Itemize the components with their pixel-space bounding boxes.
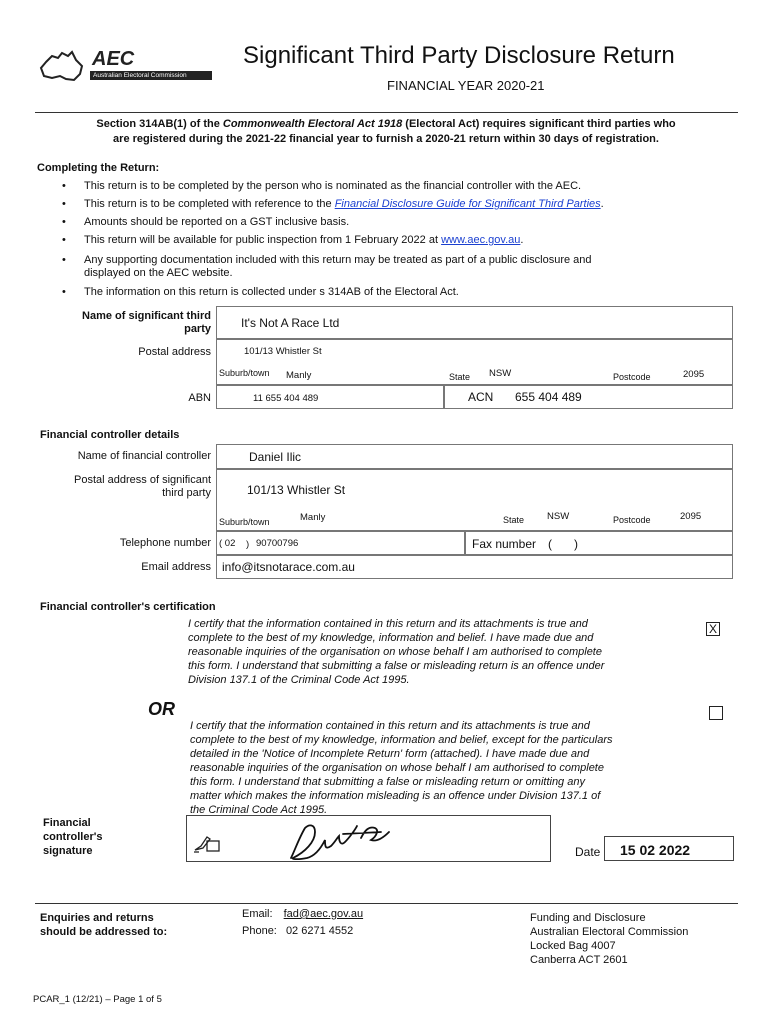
abn-label: ABN [188,392,211,404]
bullet-2: • This return is to be completed with reference to the Financial Disclosure Guide for Significant Third Parties. [62,198,604,210]
controller-suburb-label: Suburb/town [219,517,270,527]
controller-state-label: State [503,515,525,525]
handwritten-signature [285,820,405,862]
controller-postal-field[interactable] [216,469,733,531]
certification-option-1 [188,617,693,687]
date-field[interactable] [604,836,734,861]
acn-value: 655 404 489 [515,390,582,404]
cert1-line: I certify that the information contained in this return and its attachments is true and [188,618,588,630]
controller-postal-label-l1: Postal address of significant [74,474,211,486]
acn-field[interactable] [444,385,733,409]
contact-phone [242,924,353,938]
bullet-5-line2: displayed on the AEC website. [84,267,233,279]
abn-value: 11 655 404 489 [253,393,319,404]
controller-postal-label-l2: third party [162,487,211,499]
email-field[interactable] [216,555,733,579]
telephone-field[interactable] [216,531,465,555]
party-name-value: It's Not A Race Ltd [241,316,340,330]
signature-label-l3: signature [43,845,93,857]
bullet-4-text: This return will be available for public inspection from 1 February 2022 at [84,234,442,246]
aec-logo [38,46,213,86]
certification-2-checkbox[interactable] [709,706,723,720]
controller-postcode-label: Postcode [613,515,651,525]
signature-label [43,816,102,858]
telephone-close: ) [246,539,250,550]
completing-heading: Completing the Return: [37,162,160,174]
bullet-2-text: This return is to be completed with reference to the [84,198,335,210]
postcode-label: Postcode [613,372,651,382]
bullet-5-line1: Any supporting documentation included with this return may be treated as part of a public disclosure and [84,254,592,266]
sign-here-icon [193,834,223,854]
intro-part2: (Electoral Act) requires significant third parties who [402,118,676,130]
address-line: Locked Bag 4007 [530,940,616,952]
date-label: Date [575,845,601,859]
footer-divider [35,903,738,904]
date-value: 15 02 2022 [620,842,691,858]
postal-address-value: 101/13 Whistler St [244,346,322,357]
contact-email-link[interactable]: fad@aec.gov.au [283,908,364,920]
fax-field[interactable] [465,531,733,555]
page-subtitle: FINANCIAL YEAR 2020-21 [387,78,545,93]
contact-email-label: Email: [242,908,273,920]
telephone-open: ( 02 [219,538,236,549]
cert1-line: reasonable inquiries of the organisation on whose behalf I am authorised to complete [188,646,602,658]
enquiries-label-l1: Enquiries and returns [40,912,154,924]
cert1-line: complete to the best of my knowledge, information and belief. I have made due and [188,632,594,644]
header-divider [35,112,738,113]
suburb-value: Manly [286,370,312,381]
cert2-line: I certify that the information contained in this return and its attachments is true and [190,720,590,732]
controller-state-value: NSW [547,511,570,522]
bullet-1-text: This return is to be completed by the person who is nominated as the financial controller with the AEC. [84,180,582,192]
postal-address-field[interactable] [216,339,733,385]
or-separator: OR [148,699,175,719]
controller-name-label: Name of financial controller [77,450,211,462]
contact-phone-value: 02 6271 4552 [285,925,354,937]
controller-heading: Financial controller details [40,429,180,441]
bullet-1: • This return is to be completed by the person who is nominated as the financial controller with the AEC. [62,180,582,192]
bullet-2-end: . [600,198,604,210]
enquiries-label-l2: should be addressed to: [40,926,168,938]
bullet-4-end: . [520,234,524,246]
acn-label: ACN [468,390,494,404]
postal-contact [530,911,688,967]
cert2-line: matter which makes the information misleading is an offence under Division 137.1 of [190,790,601,802]
cert2-line: reasonable inquiries of the organisation on whose behalf I am authorised to complete [190,762,604,774]
cert2-line: the Criminal Code Act 1995. [190,804,328,816]
bullet-3: • Amounts should be reported on a GST inclusive basis. [62,216,350,228]
email-label: Email address [141,561,211,573]
aec-website-link[interactable]: www.aec.gov.au [441,234,521,246]
australia-map-icon [38,50,86,84]
contact-phone-label: Phone: [242,925,277,937]
fax-open: ( [548,537,552,551]
signature-label-l2: controller's [43,831,103,843]
controller-suburb-value: Manly [300,512,326,523]
postal-label: Postal address [138,346,211,358]
bullet-3-text: Amounts should be reported on a GST inclusive basis. [84,216,350,228]
state-label: State [449,372,471,382]
bullet-5: • Any supporting documentation included with this return may be treated as part of a public disclosure and displayed on the AEC website. [62,254,592,279]
party-name-label [40,310,211,336]
page-title: Significant Third Party Disclosure Return [243,42,675,69]
bullet-6: • The information on this return is collected under s 314AB of the Electoral Act. [62,286,459,298]
intro-act: Commonwealth Electoral Act 1918 [222,118,403,130]
suburb-label: Suburb/town [219,368,270,378]
controller-postcode-value: 2095 [680,511,702,522]
cert2-line: detailed in the 'Notice of Incomplete Return' form (attached). I have made due and [190,748,590,760]
bullet-6-text: The information on this return is collected under s 314AB of the Electoral Act. [84,286,459,298]
enquiries-label [40,911,167,939]
signature-label-l1: Financial [43,817,91,829]
cert2-line: this form. I understand that submitting a false or misleading return or omitting any [190,776,585,788]
certification-heading: Financial controller's certification [40,601,216,613]
cert2-line: complete to the best of my knowledge, information and belief, except for the particulars [190,734,613,746]
signature-field[interactable] [186,815,551,862]
guide-link[interactable]: Financial Disclosure Guide for Significant Third Parties [334,198,601,210]
certification-1-checkbox[interactable]: X [706,622,720,636]
telephone-value: 90700796 [256,538,299,549]
controller-postal-value: 101/13 Whistler St [247,483,346,497]
abn-field[interactable] [216,385,444,409]
party-name-field[interactable] [216,306,733,339]
address-line: Funding and Disclosure [530,912,646,924]
cert1-line: Division 137.1 of the Criminal Code Act 1995. [188,674,410,686]
email-value: info@itsnotarace.com.au [222,560,355,574]
bullet-4: • This return will be available for public inspection from 1 February 2022 at www.aec.gov.au. [62,234,524,246]
intro-line2: are registered during the 2021-22 financial year to furnish a 2020-21 return within 30 days of registration. [113,133,659,145]
page-number: PCAR_1 (12/21) – Page 1 of 5 [33,994,162,1005]
cert1-line: this form. I understand that submitting a false or misleading return is an offence under [188,660,605,672]
party-name-label-l2: party [184,323,211,335]
telephone-label: Telephone number [119,537,211,549]
address-line: Canberra ACT 2601 [530,954,628,966]
certification-option-2 [190,719,695,817]
intro-part1: Section 314AB(1) of the [96,118,223,130]
controller-postal-label [40,474,211,500]
fax-label: Fax number [472,537,537,551]
controller-name-value: Daniel Ilic [249,450,302,464]
postcode-value: 2095 [683,369,705,380]
logo-text: AEC [92,48,135,70]
controller-name-field[interactable] [216,444,733,469]
address-line: Australian Electoral Commission [530,926,689,938]
party-name-label-l1: Name of significant third [82,310,211,322]
logo-bar: Australian Electoral Commission [90,71,212,80]
intro-text [30,117,742,147]
contact-email [242,907,363,921]
fax-close: ) [574,537,578,551]
state-value: NSW [489,368,512,379]
